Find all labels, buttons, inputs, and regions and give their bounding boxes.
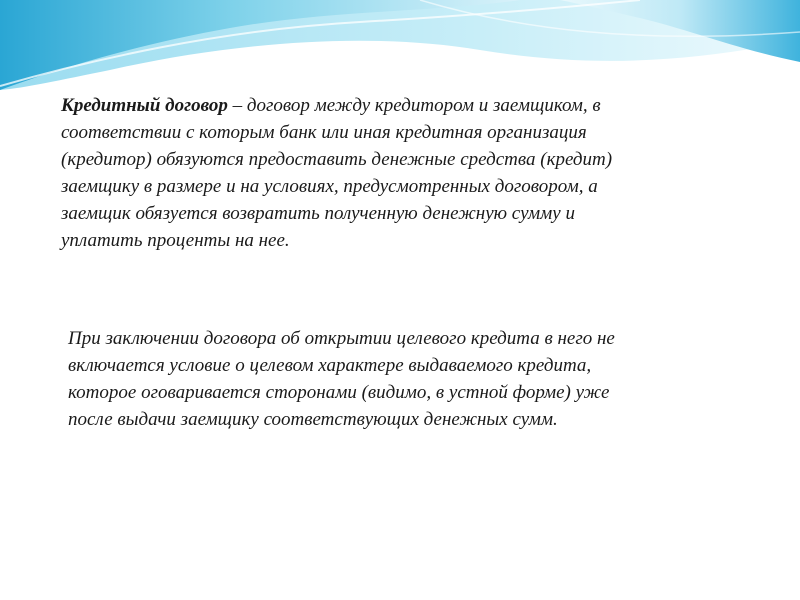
credit-agreement-term: Кредитный договор — [61, 95, 228, 116]
definition-line-5: заемщик обязуется возвратить полученную денежную сумму и — [61, 203, 575, 224]
definition-line-6: уплатить проценты на нее. — [61, 230, 290, 251]
definition-line-4: заемщику в размере и на условиях, предусмотренных договором, а — [61, 176, 598, 197]
note-line-3: которое оговаривается сторонами (видимо, в устной форме) уже — [68, 382, 610, 403]
note-line-2: включается условие о целевом характере выдаваемого кредита, — [68, 355, 592, 376]
note-line-4: после выдачи заемщику соответствующих денежных сумм. — [68, 409, 558, 430]
note-line-1: При заключении договора об открытии целевого кредита в него не — [68, 328, 615, 349]
definition-line-2: соответствии с которым банк или иная кредитная организация — [61, 122, 587, 143]
definition-line-3: (кредитор) обязуются предоставить денежные средства (кредит) — [61, 149, 613, 170]
targeted-credit-note — [68, 325, 758, 433]
definition-line-1-rest: – договор между кредитором и заемщиком, в — [227, 95, 601, 116]
credit-agreement-definition — [61, 92, 751, 254]
wave-header-decoration — [0, 0, 800, 90]
